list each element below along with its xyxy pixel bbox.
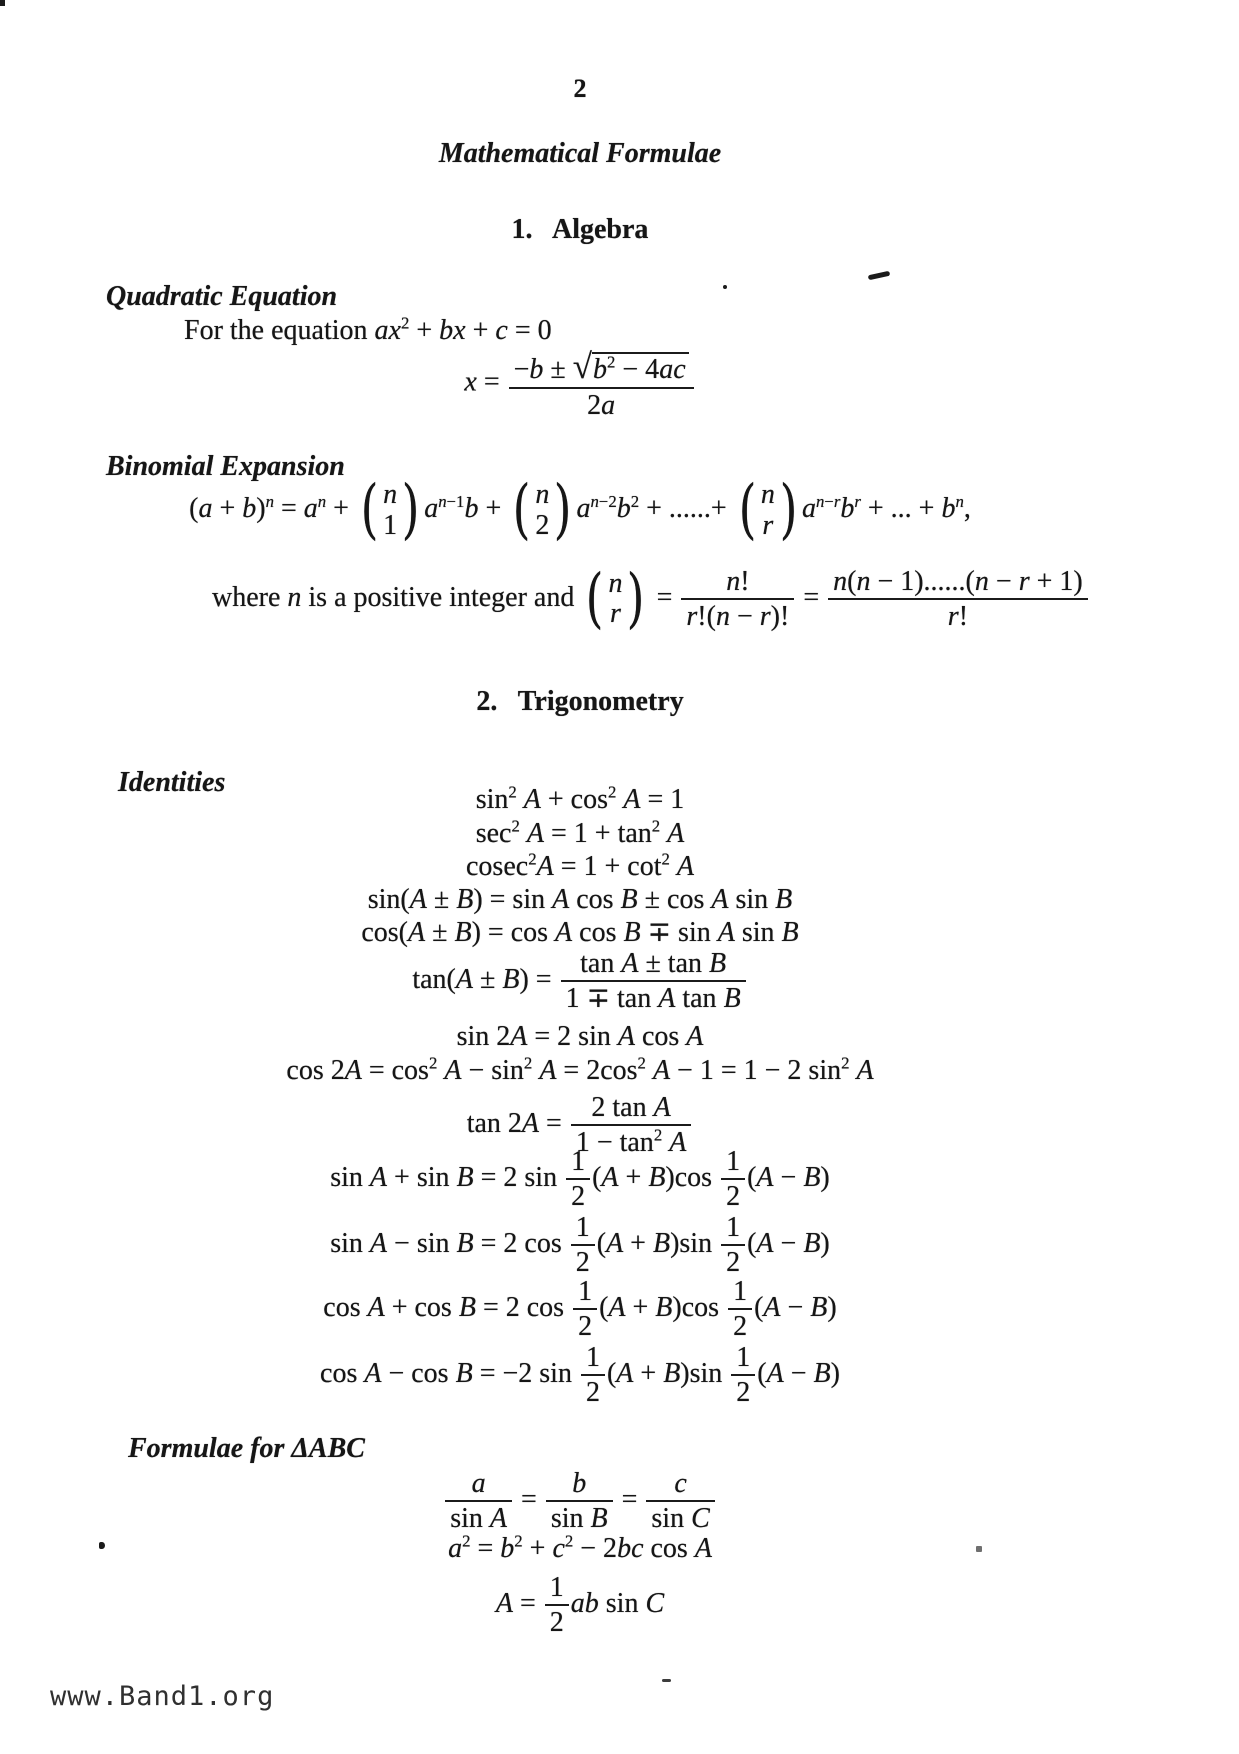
identity-sin-plus-sin: sin A + sin B = 2 sin $\frac{1}{2}$ (A + B)cos $\frac{1}{2}$ (A − B) bbox=[330, 1146, 830, 1213]
identity-pythagorean-sin-cos: $\sin^2 A + \cos^2 A = 1$ bbox=[475, 782, 685, 815]
identity-tan-sum: tan(A ± B) = $\frac{\text{tan A ± tan B}}{\text{1 ∓ tan A tan B}}$ bbox=[0, 948, 1160, 1015]
cosine-rule-formula: $a^2 = b^2 + c^2 - 2bc$ cos A bbox=[448, 1531, 712, 1564]
document-title: Mathematical Formulae bbox=[438, 138, 722, 169]
scan-speck-dot bbox=[723, 285, 727, 289]
identity-cos-double: $\cos 2A = \cos^2 A - \sin^2 A = 2\cos^2$ A − 1 = 1 − 2 $\sin^2 A$ bbox=[286, 1053, 874, 1086]
identities-heading: Identities bbox=[118, 767, 226, 798]
sine-rule-formula: $\frac{a}{\text{sin A}}$ = $\frac{b}{\text{sin B}}$ = $\frac{c}{\text{sin C}}$ bbox=[0, 1468, 1160, 1535]
quadratic-equation-intro: For the equation $ax^2$ + bx + c = 0 bbox=[184, 313, 552, 346]
triangle-formulae-heading: Formulae for ΔABC bbox=[128, 1433, 365, 1464]
identity-cos-sum: cos(A ± B) = cos A cos B ∓ sin A sin B bbox=[361, 917, 799, 948]
quadratic-formula: x = $\frac{-b \pm √b^2 - 4ac}{2a}$ bbox=[0, 347, 1160, 422]
scan-speck-top-left bbox=[0, 0, 5, 6]
section-heading-trigonometry: 2. Trigonometry bbox=[476, 686, 684, 717]
identity-sin-sum: sin(A ± B) = sin A cos B ± cos A sin B bbox=[367, 884, 793, 915]
scan-speck-dash bbox=[868, 271, 891, 280]
identity-cosec-cot: $cosec^2A = 1 + \cot^2 A$ bbox=[466, 849, 694, 882]
identity-sin-double: sin 2A = 2 sin A cos A bbox=[456, 1021, 704, 1052]
scan-speck-small-dash bbox=[662, 1679, 671, 1682]
identity-sec-tan: $\sec^2 A = 1 + \tan^2 A$ bbox=[475, 816, 685, 849]
triangle-area-formula: A = $\frac{1}{2}$ ab sin C bbox=[495, 1572, 665, 1639]
scan-speck-gray-dot bbox=[976, 1546, 982, 1552]
watermark: www.Band1.org bbox=[50, 1681, 275, 1712]
binomial-coefficient-definition: where n is a positive integer and ( n r ) = $\frac{n!}{r!(n - r)!}$ = $\frac{n(n - 1)......(n - r + 1)}{r!}$ bbox=[212, 566, 1090, 633]
identity-sin-minus-sin: sin A − sin B = 2 cos $\frac{1}{2}$ (A + B)sin $\frac{1}{2}$ (A − B) bbox=[330, 1212, 830, 1279]
page-number: 2 bbox=[573, 74, 587, 103]
quadratic-equation-heading: Quadratic Equation bbox=[106, 281, 338, 312]
identity-cos-plus-cos: cos A + cos B = 2 cos $\frac{1}{2}$ (A + B)cos $\frac{1}{2}$ (A − B) bbox=[323, 1276, 837, 1343]
binomial-expansion-formula: $(a + b)^n = a^n$ + ( n 1 ) $a^{n-1}b$ + ( n 2 ) $a^{n-2}b^2$ + ......+ ( n r ) $a^{n-r}b^r$ + ... + $b^n$, bbox=[189, 472, 971, 548]
identity-cos-minus-cos: cos A − cos B = −2 sin $\frac{1}{2}$ (A + B)sin $\frac{1}{2}$ (A − B) bbox=[320, 1342, 840, 1409]
identity-tan-double: tan 2A = $\frac{\text{2 tan A}}{1 - \tan^2 A}$ bbox=[0, 1092, 1160, 1159]
binomial-expansion-heading: Binomial Expansion bbox=[106, 451, 345, 482]
scan-speck-comma bbox=[99, 1542, 105, 1549]
section-heading-algebra: 1. Algebra bbox=[511, 214, 649, 245]
